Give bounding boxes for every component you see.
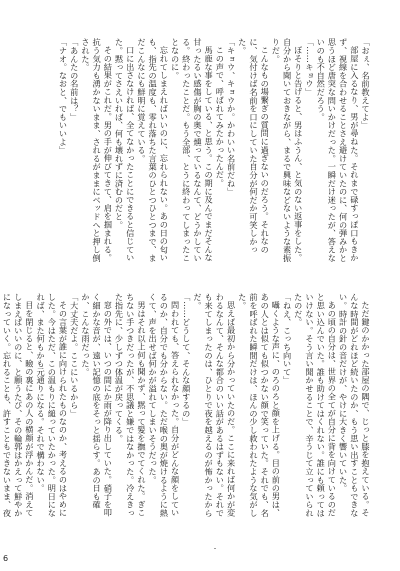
narration-paragraph: 部屋に入るなり、男が尋ねた。それまで碌すっぽ口もきかず、視線を合わせることさえ避けていたのに、何の弾みかと思うほど唐突な問いかけだった。一瞬だけ迷ったが、答えないのも不自然だろう。 [316, 38, 360, 263]
page-number: 6 [3, 554, 9, 563]
dialogue-line: 「キョウ、キョウか。かわいい名前だね」 [226, 38, 237, 196]
narration-paragraph: 思えば最初から分かっていたのだ。ここに来れば何かが変わるなんて、そんな都合のいい話があるはずもない。それでも来てしまったのは、ひとりで夜を越えるのが怖かったからだ。 [192, 293, 237, 518]
narration-paragraph: ただ鍵のかかった部屋の隅で、じっと膝を抱えている。そんな時間がどれほど続いたのか、もう思い出すこともできない。時計の針の音だけが、やけに大きく響いていた。 [338, 293, 371, 518]
narration-paragraph: 男はそれ以上何も聞かず、黙って髪を撫でてくれた。ぎこちない手つきだったが、不思議と嫌ではなかった。冷えきった指先に、少しずつ体温が戻ってくる。 [114, 293, 147, 518]
dialogue-line: 「大丈夫だよ。ここにいるから」 [69, 293, 80, 418]
dialogue-line: 「……どうして、そんな顔するの」 [181, 293, 192, 426]
narration-paragraph: ぼそりと告げると、男はふうん、と気のない返事をした。自分から聞いておきながら、まるで興味などないような素振りだ。 [271, 38, 304, 263]
narration-paragraph: 忘れてしまえればいいのに、忘れられない。あの日の匂いも、指先の温度も、零れ落ちた言葉のひとつひとつまで、まだこんなにも鮮明に覚えている。 [136, 38, 170, 263]
print-speck [214, 548, 216, 549]
dialogue-line: 「……キョウ」 [304, 38, 315, 97]
narration-paragraph: こんなもの場繋ぎの質問に過ぎないのだろう。それなのに、気付けば名前を口にしていた自分が何だか可笑しかった。 [237, 38, 271, 254]
narration-paragraph: 問われても、答えられなかった。自分がどんな顔をしているのか、自分でも分からない。ただ喉の奥が焼けるように熱くて、声を出せば何かが溢れてしまいそうだった。 [148, 293, 181, 518]
narration-paragraph: 目を閉じると、瞼の裏にあの人の横顔が浮かんだ。消えてしまえばいいのに、と願うたび、その輪郭はかえって鮮やかになっていく。忘れることも、許すこともできないまま、夜 [2, 293, 35, 518]
dialogue-line: 「ねえ、こっち向いて」 [282, 293, 293, 385]
narration-paragraph: あの頃の自分は、世界の全てが自分に背を向けているのだと思い込んでいた。誰も助けてはくれない。誰にも頼ってはいけない。そう言い聞かせることで、辛うじて立っていられたのだ。 [293, 293, 338, 518]
dialogue-line: 「あんたの名前は？」 [69, 38, 80, 121]
narration-paragraph: 囁くような声に、のろのろと顔を上げる。目の前の男は、あの人とは似ても似つかない顔で笑っていた。それでも、名前を呼ばれた瞬間だけは、ほんの少し救われたような気がした。 [237, 293, 282, 518]
upper-text-block [29, 38, 371, 270]
narration-paragraph: 口に出さなければ、全てなかったことにできると信じていた。黙ってさえいれば、何も壊れずに済むのだと。 [114, 38, 136, 262]
narration-paragraph: 窓の外では、いつの間にか雨が降り出していた。硝子を叩く細かな音が、遠い記憶の底をそっと揺らす。あの日も確か、こんな雨だった。 [80, 293, 114, 517]
narration-paragraph: 馬鹿な事をしている、と思う。この期に及んでまだそんな甘ったるい感傷が胸の奥で燻っているなんて、どうかしている。終わったことだ。もう全部、とうに終わってしまったことなのに。 [170, 38, 215, 263]
lower-text-block [2, 293, 371, 519]
narration-paragraph: その言葉が誰に向けられたものなのか、考えるのはやめにした。今はただ、この温もりに縋っていたかった。明日になれば、また何もかも元通りになる。それで構わない。 [36, 293, 69, 518]
dialogue-line: 「おぇ、名前教えてよ」 [361, 38, 371, 130]
narration-paragraph: その結果がこれだ。男の手が伸びてきて、肩を掴まれる。抗う気力も湧かないまま、されるがままにベッドへと押し倒された。 [80, 38, 114, 263]
dialogue-line: 「ナオ。なおと、でもいいよ」 [58, 38, 69, 155]
narration-paragraph: この声で、呼ばれてみたかったんだ。 [215, 46, 226, 188]
